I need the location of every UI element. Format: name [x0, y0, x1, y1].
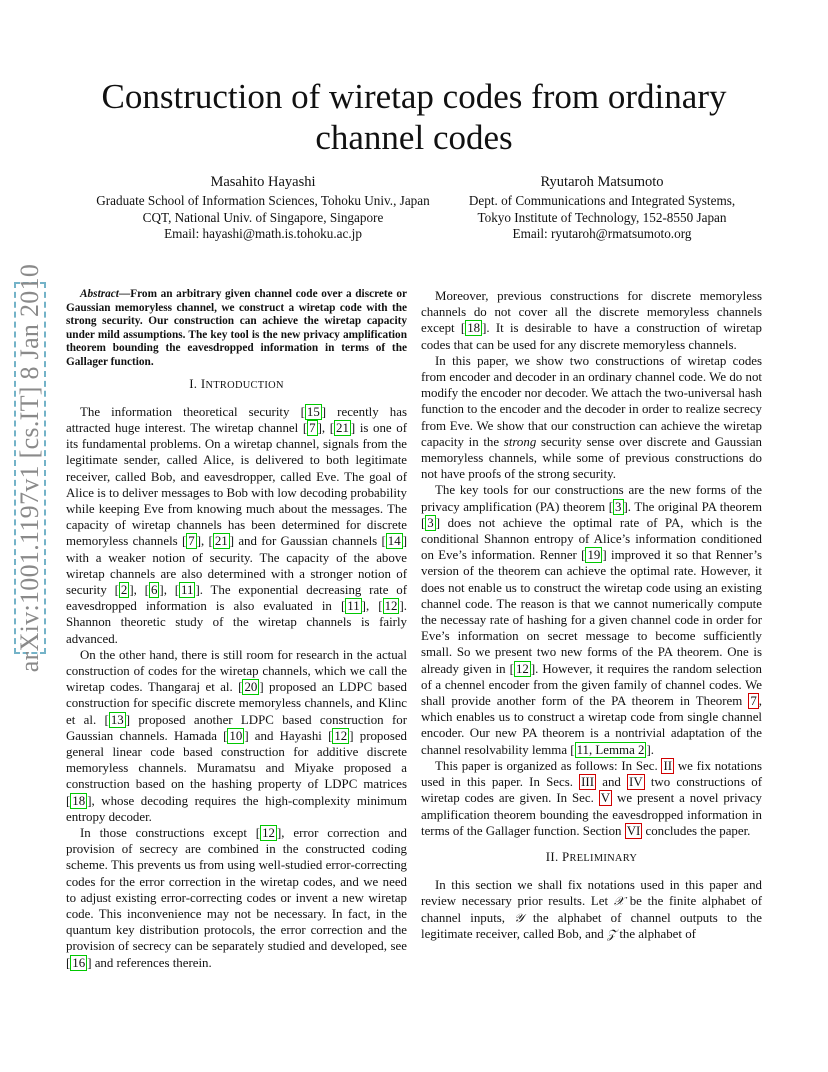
math-symbol: 𝒴: [514, 910, 524, 925]
math-symbol: 𝒳: [613, 894, 625, 909]
author-affiliation: CQT, National Univ. of Singapore, Singapore: [142, 209, 384, 225]
citation-link[interactable]: 16: [72, 955, 86, 970]
abstract-text: —From an arbitrary given channel code over a discrete or Gaussian memoryless channel, we construct a wiretap code with the strong security. Our construction can achieve the wiretap capacity under mild assumptions. The key tool is the new privacy amplification theorem bounding the eavesdropped information in terms of the Gallager function.: [66, 288, 407, 368]
citation-link[interactable]: 12: [262, 826, 275, 841]
theorem-link[interactable]: 7: [750, 694, 757, 709]
paragraph: Moreover, previous constructions for discrete memoryless channels do not cover all the discrete memoryless channels except [ 18 ]. It is desirable to have a construction of wiretap codes that can be used for any discrete memoryless channels.: [421, 289, 763, 352]
author-email: Email: ryutaroh@rmatsumoto.org: [512, 226, 692, 242]
section-link[interactable]: IV: [629, 775, 643, 790]
paragraph: The information theoretical security [ 15 ] recently has attracted huge interest. The wiretap channel [ 7 ], [ 21 ] is one of its fundamental problems. On a wiretap channel, signals from the legitimate sender, called Alice, is delivered to both legitimate receiver, called Bob, and eavesdropper, called Eve. The goal of Alice is to deliver messages to Bob with low decoding probability while keeping Eve from knowing much about the messages. The capacity of wiretap channels has been determined for discrete memoryless channels [ 7 ], [ 21 ] and for Gaussian channels [ 14 ] with a weaker notion of security. The capacity of the above wiretap channels are also determined with a stronger notion of security [ 2 ], [ 6 ], [ 11 ]. The exponential decreasing rate of eavesdropped information is also evaluated in [ 11 ], [ 12 ]. Shannon theoretic study of the wiretap channels is fairly advanced.: [66, 404, 407, 646]
citation-link[interactable]: 2: [120, 583, 128, 597]
paragraph: The key tools for our constructions are the new forms of the privacy amplification (PA) theorem [ 3 ]. The original PA theorem [ 3 ] does not achieve the optimal rate of PA, which is the conditional Shannon entropy of Alice’s information conditioned on Eve’s information. Renner [ 19 ] improved it so that Renner’s version of the theorem can achieve the optimal rate. However, it does not enable us to construct the wiretap code using an existing channel code. The reason is that we cannot numerically compute the necessay rate of hashing for a given channel code in order for Eve’s information on secret message to become sufficiently small. So we present two new forms of the PA theorem. One is already given in [ 12 ]. However, it requires the random selection of a chennel encoder from the given family of channel codes. We shall provide another form of the PA theorem in Theorem 7 , which enables us to construct a wiretap code from single channel encoder. Our new PA theorem is a nontrivial adaptation of the channel resolvability lemma [ 11, Lemma 2 ].: [421, 483, 762, 757]
arxiv-stamp-text: arXiv:1001.1197v1 [cs.IT] 8 Jan 2010: [15, 263, 44, 673]
arxiv-stamp: [14, 263, 46, 673]
section-link[interactable]: III: [581, 775, 595, 790]
citation-link[interactable]: 12: [515, 661, 529, 676]
citation-link[interactable]: 3: [615, 499, 622, 514]
paragraph: In those constructions except [ 12 ], error correction and provision of secrecy are combined in the constructed coding scheme. This prevents us from using well-studied error-correcting codes for the error correction in the wiretap codes, and we need to adjust existing error-correcting codes or invent a new wiretap code. This inconvenience may not be necessary. In fact, in the quantum key distribution protocols, the error correction and the provision of secrecy can be separately studied and developed, see [ 16 ] and references therein.: [66, 826, 408, 970]
citation-link[interactable]: 14: [387, 534, 401, 549]
paper-title: Construction of wiretap codes from ordinary channel codes: [101, 77, 727, 157]
author-affiliation: Tokyo Institute of Technology, 152-8550 Japan: [477, 209, 727, 225]
citation-link[interactable]: 21: [336, 420, 349, 435]
author-name: Ryutaroh Matsumoto: [540, 174, 664, 190]
section-heading-introduction: I. INTRODUCTION: [189, 376, 284, 391]
citation-link[interactable]: 18: [72, 793, 86, 808]
author-name: Masahito Hayashi: [210, 174, 316, 190]
citation-link[interactable]: 12: [384, 599, 398, 614]
citation-link[interactable]: 18: [467, 321, 481, 336]
paragraph: On the other hand, there is still room for research in the actual construction of codes for the wiretap channels, which we call the wiretap codes. Thangaraj et al. [ 20 ] proposed an LDPC based construction for specific discrete memoryless channels, and Klinc et al. [ 13 ] proposed another LDPC based construction for Gaussian channels. Hamada [ 10 ] and Hayashi [ 12 ] proposed general linear code based construction for additive discrete memoryless channels. Muramatsu and Miyake proposed a construction based on the hashing property of LDPC matrices [ 18 ], whose decoding requires the high-complexity minimum entropy decoder.: [66, 647, 408, 824]
emphasis-strong: strong: [503, 434, 537, 449]
abstract-label: Abstract: [80, 288, 119, 300]
citation-link[interactable]: 12: [334, 728, 348, 743]
citation-link[interactable]: 19: [587, 548, 601, 563]
citation-link[interactable]: 21: [214, 534, 228, 549]
citation-link[interactable]: 11, Lemma 2: [576, 742, 645, 757]
author-affiliation: Dept. of Communications and Integrated Systems,: [468, 193, 736, 208]
author-block-1: [82, 172, 444, 243]
citation-link[interactable]: 11: [347, 599, 360, 614]
left-column: [66, 288, 407, 971]
citation-link[interactable]: 20: [244, 680, 258, 695]
citation-link[interactable]: 6: [150, 583, 158, 597]
section-link[interactable]: II: [663, 758, 673, 773]
citation-link[interactable]: 7: [309, 420, 316, 435]
citation-link[interactable]: 13: [110, 712, 124, 727]
abstract: [66, 288, 407, 370]
section-link[interactable]: VI: [626, 823, 641, 838]
citation-link[interactable]: 3: [427, 515, 434, 530]
paragraph: This paper is organized as follows: In Sec. II we fix notations used in this paper. In Secs. III and IV two constructions of wiretap codes are given. In Sec. V we present a novel privacy amplification theorem bounding the eavesdropped information in terms of the Gallager function. Section VI concludes the paper.: [421, 758, 763, 838]
right-column: [421, 288, 762, 942]
author-affiliation: Graduate School of Information Sciences, Tohoku Univ., Japan: [96, 193, 430, 208]
author-email: Email: hayashi@math.is.tohoku.ac.jp: [164, 226, 362, 242]
paragraph: In this paper, we show two constructions of wiretap codes from encoder and decoder in an ordinary channel code. We do not modify the encoder nor decoder. We attach the two-universal hash function to the encoder and the decoder in order to realize secrecy from Eve. We show that our construction can achieve the wiretap capacity in the strong security sense over discrete and Gaussian memoryless channels, while some of previous constructions do not have proofs of the strong security.: [421, 353, 763, 482]
section-link[interactable]: V: [600, 791, 611, 806]
citation-link[interactable]: 10: [229, 728, 243, 743]
section-heading-preliminary: II. PRELIMINARY: [545, 849, 638, 864]
author-block-2: [452, 172, 752, 243]
math-symbol: 𝒵: [606, 926, 617, 941]
citation-link[interactable]: 7: [188, 534, 195, 549]
citation-link[interactable]: 15: [306, 404, 320, 419]
citation-link[interactable]: 11: [181, 583, 194, 597]
paragraph: In this section we shall fix notations used in this paper and review necessary prior results. Let 𝒳 be the finite alphabet of channel inputs, 𝒴 the alphabet of channel outputs to the legitimate receiver, called Bob, and 𝒵 the alphabet of: [421, 878, 762, 941]
